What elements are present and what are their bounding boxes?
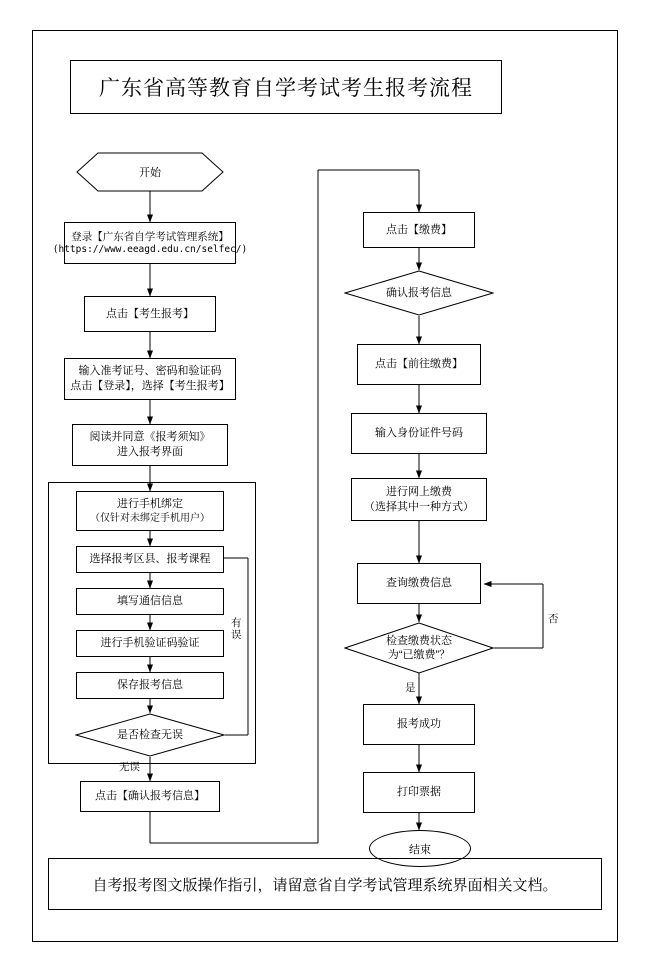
node-read-notice-line1: 阅读并同意《报考须知》 <box>89 431 211 444</box>
node-login <box>52 222 248 264</box>
node-online-pay-line1: 进行网上缴费 <box>386 485 452 498</box>
node-confirm-apply-info-label: 确认报考信息 <box>386 286 452 299</box>
node-input-credentials-line1: 输入准考证号、密码和验证码 <box>78 365 222 378</box>
node-apply-success-label: 报考成功 <box>397 718 441 731</box>
node-fill-contact <box>76 588 224 615</box>
node-check-pay-state-label <box>386 634 452 663</box>
node-save-info <box>76 672 224 699</box>
node-click-pay <box>363 212 475 248</box>
node-check-pay-state-line2: 为“已缴费”？ <box>387 649 451 661</box>
node-check-ok <box>75 713 225 757</box>
node-click-pay-label: 点击【缴费】 <box>386 223 452 236</box>
node-confirm-apply-info <box>344 270 494 316</box>
footer-note: 自考报考图文版操作指引，请留意省自学考试管理系统界面相关文档。 <box>92 875 558 894</box>
edge-label-check-ok: 无误 <box>119 761 140 773</box>
node-fill-contact-label: 填写通信信息 <box>117 595 183 608</box>
node-online-pay-line2: （选择其中一种方式） <box>364 500 474 513</box>
node-print-receipt <box>363 772 475 813</box>
node-save-info-label: 保存报考信息 <box>117 679 183 692</box>
node-print-receipt-label: 打印票据 <box>397 786 441 799</box>
node-confirm-info-label: 点击【确认报考信息】 <box>95 790 205 803</box>
title-box <box>70 60 502 114</box>
node-check-ok-label: 是否检查无误 <box>117 728 183 741</box>
node-select-area-course-label: 选择报考区县、报考课程 <box>89 553 211 566</box>
node-verify-sms <box>76 630 224 657</box>
node-end-label: 结束 <box>409 843 431 856</box>
node-query-pay <box>357 563 481 604</box>
node-candidate-apply-label: 点击【考生报考】 <box>106 307 194 320</box>
node-bind-phone-line1: 进行手机绑定 <box>117 497 183 510</box>
node-bind-phone <box>76 491 224 531</box>
footer-box <box>48 858 602 910</box>
node-candidate-apply <box>84 296 216 332</box>
node-login-line1: 登录【广东省自学考试管理系统】 <box>71 230 229 243</box>
node-select-area-course <box>76 546 224 573</box>
node-apply-success <box>363 704 475 745</box>
node-input-id-label: 输入身份证件号码 <box>375 427 463 440</box>
edge-label-pay-no: 否 <box>548 613 559 625</box>
node-read-notice <box>72 424 228 466</box>
node-login-line2: (https://www.eeagd.edu.cn/selfec/) <box>52 243 248 255</box>
node-confirm-info <box>80 781 220 812</box>
node-read-notice-line2: 进入报考界面 <box>117 446 183 458</box>
node-go-pay <box>357 344 481 385</box>
edge-label-pay-yes: 是 <box>405 682 416 694</box>
node-input-credentials-line2: 点击【登录】，选择【考生报考】 <box>70 380 230 392</box>
node-online-pay <box>351 478 487 521</box>
node-input-id <box>351 413 487 454</box>
node-check-pay-state <box>344 622 494 674</box>
node-start-label: 开始 <box>139 167 161 179</box>
edge-label-check-error: 有误 <box>230 618 245 641</box>
page-title: 广东省高等教育自学考试考生报考流程 <box>99 76 473 100</box>
node-check-pay-state-line1: 检查缴费状态 <box>386 634 452 647</box>
node-query-pay-label: 查询缴费信息 <box>386 577 452 590</box>
node-start <box>76 152 224 192</box>
node-verify-sms-label: 进行手机验证码验证 <box>100 637 200 650</box>
node-bind-phone-line2: （仅针对未绑定手机用户） <box>90 512 210 524</box>
node-go-pay-label: 点击【前往缴费】 <box>375 358 463 371</box>
node-input-credentials <box>64 358 236 400</box>
